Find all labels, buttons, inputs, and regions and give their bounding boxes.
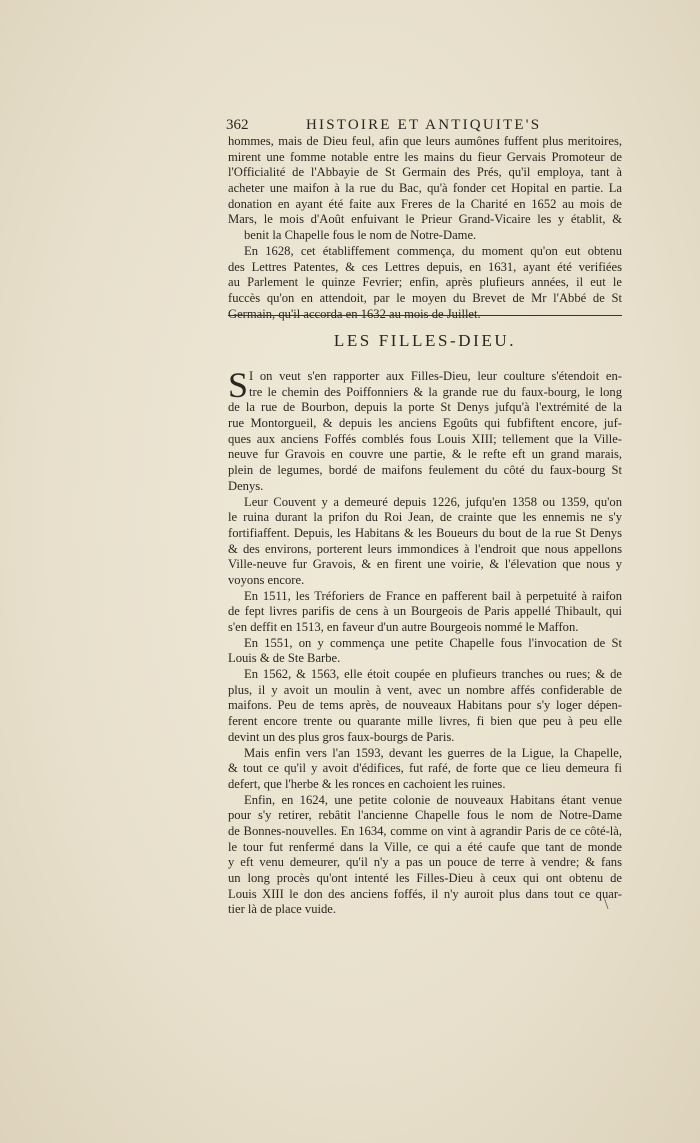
section-body	[228, 365, 622, 918]
text-line: de fept livres parifis de cens à un Bourgeois de Paris appellé Thibault, qui	[228, 604, 622, 619]
text-line: En 1511, les Tréforiers de France en pafferent bail à perpetuité à raifon	[244, 588, 622, 603]
text-line: ques aux anciens Foffés comblés fous Louis XIII; tellement que la Ville-	[228, 431, 622, 446]
text-line: hommes, mais de Dieu feul, afin que leurs aumônes fuffent plus meritoires,	[228, 134, 622, 148]
text-line: ferent encore trente ou quarante mille livres, fi bien que peu à peu elle	[228, 714, 622, 729]
text-line: le tour fut renfermé dans la Ville, ce qui a été caufe que tant de monde	[228, 839, 622, 854]
text-line: fortifiaffent. Depuis, les Habitans & les Boueurs du bout de la rue St Denys	[228, 525, 622, 540]
text-line: pour s'y retirer, rebâtit l'ancienne Chapelle fous le nom de Notre-Dame	[228, 808, 622, 823]
text-line: Enfin, en 1624, une petite colonie de nouveaux Habitans étant venue	[244, 792, 622, 807]
text-line: donation en ayant été faite aux Freres de la Charité en 1652 au mois de	[228, 196, 622, 211]
text-line: rue Montorgueil, & depuis les anciens Egoûts qui fubfiftent encore, juf-	[228, 416, 622, 431]
text-line: s'en deffit en 1513, en faveur d'un autre Bourgeois nommé le Maffon.	[228, 620, 579, 634]
text-line: de la rue de Bourbon, depuis la porte St Denys jufqu'à l'extrémité de la	[228, 400, 622, 415]
text-line: tre le chemin des Poiffonniers & la grande rue du faux-bourg, le long	[249, 384, 622, 399]
section-title: LES FILLES-DIEU.	[333, 331, 517, 350]
text-line: des Lettres Patentes, & ces Lettres depuis, en 1631, ayant été verifiées	[228, 259, 622, 274]
text-line: voyons encore.	[228, 572, 305, 587]
page-number: 362	[226, 117, 249, 133]
text-line: Ville-neuve fur Gravois, & en firent une voirie, & l'élevation que nous y	[228, 557, 622, 572]
text-line: Denys.	[228, 478, 264, 493]
text-line: Mars, le mois d'Août enfuivant le Prieur Grand-Vicaire les y établit, &	[228, 212, 622, 227]
text-line: tier là de place vuide.	[228, 902, 337, 917]
text-line: & des environs, porterent leurs immondices à l'endroit que nous appellons	[228, 541, 622, 556]
text-line: de Bonnes-nouvelles. En 1634, comme on vint à agrandir Paris de ce côté-là,	[228, 823, 622, 838]
section-divider	[228, 315, 622, 316]
text-line: & tout ce qu'il y avoit d'édifices, fut rafé, de forte que ce lieu demeura fi	[228, 761, 622, 776]
text-line: neuve fur Gravois en couvre une partie, & le refte eft un grand marais,	[228, 447, 622, 462]
text-line: maifons. Peu de tems après, de nouveaux Habitans pour s'y loger dépen-	[228, 698, 622, 713]
running-head: HISTOIRE ET ANTIQUITE'S	[306, 117, 542, 133]
text-line: mirent une fomme notable entre les mains du fieur Gervais Promoteur de	[228, 149, 622, 164]
text-line: un long procès qu'ont intenté les Filles-Dieu à ceux qui ont obtenu de	[228, 871, 622, 885]
text-line: Louis XIII le don des anciens foffés, il n'y auroit plus dans tout ce quar-	[228, 886, 622, 901]
text-line: Mais enfin vers l'an 1593, devant les guerres de la Ligue, la Chapelle,	[244, 745, 622, 760]
text-line: l'Officialité de l'Abbayie de St Germain des Prés, qu'il employa, tant à	[228, 165, 622, 180]
text-line: plus, il y avoit un moulin à vent, avec un nombre affés confiderable de	[228, 682, 622, 697]
text-line: fuccès qu'on en attendoit, par le moyen du Brevet de Mr l'Abbé de St	[228, 290, 622, 305]
text-line: En 1562, & 1563, elle étoit coupée en plufieurs tranches ou rues; & de	[244, 667, 622, 682]
text-line: au Parlement le quinze Fevrier; enfin, après plufieurs années, il eut le	[228, 275, 622, 290]
text-line: plein de legumes, bordé de maifons feulement du côté du faux-bourg St	[228, 463, 622, 478]
text-line: acheter une maifon à la rue du Bac, qu'à fonder cet Hopital en partie. La	[228, 181, 622, 196]
text-line: defert, que l'herbe & les ronces en cachoient les ruines.	[228, 776, 506, 791]
text-line: devint un des plus gros faux-bourgs de Paris.	[228, 729, 455, 744]
text-line: Louis & de Ste Barbe.	[228, 651, 341, 666]
drop-cap: S	[228, 365, 249, 405]
margin-mark: \	[604, 896, 609, 913]
text-line: Leur Couvent y a demeuré depuis 1226, jufqu'en 1358 ou 1359, qu'on	[244, 494, 622, 509]
text-line: benit la Chapelle fous le nom de Notre-Dame.	[244, 228, 477, 243]
text-line: Germain, qu'il accorda en 1632 au mois de Juillet.	[228, 306, 481, 321]
text-line: y eft venu demeurer, qu'il n'y a pas un pouce de terre à vendre; & fans	[228, 855, 622, 870]
text-line: I on veut s'en rapporter aux Filles-Dieu, leur coulture s'étendoit en-	[249, 369, 622, 383]
text-line: le ruina durant la prifon du Roi Jean, de crainte que les ennemis ne s'y	[228, 510, 622, 525]
text-line: En 1628, cet établiffement commença, du moment qu'on eut obtenu	[244, 243, 622, 258]
text-line: En 1551, on y commença une petite Chapelle fous l'invocation de St	[244, 635, 622, 650]
top-paragraph	[228, 134, 622, 322]
